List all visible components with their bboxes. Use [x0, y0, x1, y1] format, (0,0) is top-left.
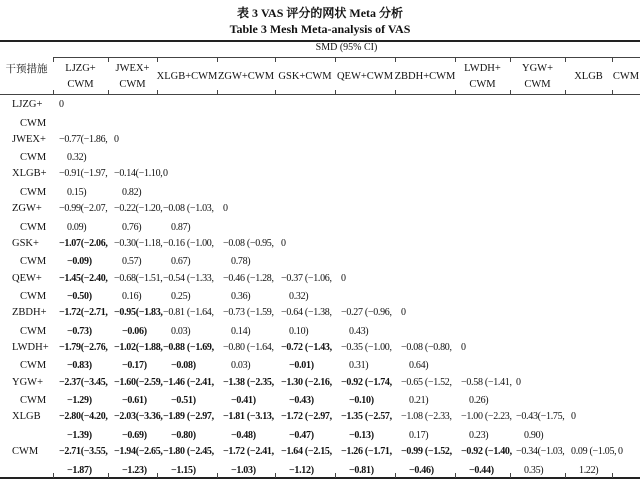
column-header: [108, 61, 157, 93]
column-header: [275, 61, 335, 93]
cell-ci-upper: 0.57): [122, 256, 142, 268]
table-cell: [401, 374, 452, 411]
cell-estimate: −0.99 (−1.52,: [401, 446, 452, 457]
cell-estimate: −1.64 (−2.15,: [281, 446, 332, 457]
cell-estimate: −1.08 (−2.33,: [401, 411, 452, 423]
column-header-text: [395, 69, 456, 85]
cell-estimate: −0.91(−1.97,: [59, 168, 108, 180]
cell-estimate: −0.08 (−0.80,: [401, 341, 452, 353]
row-header-line2: CWM: [20, 117, 47, 129]
cell-estimate: −0.72 (−1.43,: [281, 341, 332, 353]
table-cell: [59, 374, 108, 411]
cell-estimate: −0.95(−1.83,: [114, 307, 163, 319]
cell-ci-upper: −0.47): [289, 429, 314, 441]
cell-estimate: −0.16 (−1.00,: [163, 237, 214, 249]
cell-estimate: 0: [114, 133, 119, 145]
column-header-text: [337, 69, 393, 85]
cell-ci-upper: 0.03): [231, 360, 251, 372]
cell-ci-upper: −0.81): [349, 464, 374, 476]
cell-estimate: −1.02(−1.88,: [114, 341, 163, 353]
row-header-line1: QEW+: [12, 272, 42, 284]
column-header-line1: YGW+: [522, 63, 553, 74]
table-cell: [461, 339, 466, 358]
table-cell: [163, 200, 214, 237]
cell-estimate: −1.07(−2.06,: [59, 237, 108, 249]
table-cell: [223, 304, 274, 341]
column-header: [157, 61, 217, 93]
column-divider: [565, 473, 566, 478]
cell-estimate: −1.94(−2.65,: [114, 446, 163, 457]
column-header-text: [464, 61, 501, 93]
row-header-line1: CWM: [12, 446, 39, 457]
cell-ci-upper: 0.14): [231, 325, 251, 337]
cell-ci-upper: 0.78): [231, 256, 251, 268]
cell-estimate: −1.89 (−2.97,: [163, 411, 214, 423]
table-cell: [163, 270, 214, 307]
table-cell: [341, 339, 392, 376]
table-cell: [163, 374, 214, 411]
column-header: [53, 61, 108, 93]
table-cell: [114, 165, 163, 202]
column-header-text: [218, 69, 274, 85]
row-header-line2: CWM: [20, 395, 47, 407]
cell-estimate: −1.79(−2.76,: [59, 341, 108, 353]
table-cell: [341, 374, 392, 411]
table-cell: [114, 408, 163, 445]
cell-ci-upper: −0.10): [349, 395, 374, 407]
cell-estimate: −1.35 (−2.57,: [341, 411, 392, 423]
cell-ci-upper: 1.22): [579, 464, 599, 476]
row-header: [12, 235, 46, 272]
cell-ci-upper: −0.08): [171, 360, 196, 372]
column-header-line1: ZBDH+CWM: [394, 71, 456, 82]
row-header-line2: CWM: [20, 186, 47, 198]
cell-ci-upper: 0.16): [122, 291, 142, 303]
cell-ci-upper: 0.90): [524, 429, 544, 441]
cell-estimate: 0: [461, 341, 466, 353]
cell-ci-upper: 0.21): [409, 395, 429, 407]
cell-estimate: −0.54 (−1.33,: [163, 272, 214, 284]
table-cell: [59, 443, 108, 480]
cell-estimate: −2.37(−3.45,: [59, 376, 108, 388]
cell-ci-upper: −1.15): [171, 464, 196, 476]
table-cell: [401, 408, 452, 445]
table-cell: [59, 339, 108, 376]
table-cell: [618, 443, 623, 462]
column-header-text: [65, 61, 95, 93]
cell-estimate: −0.35 (−1.00,: [341, 341, 392, 353]
cell-ci-upper: −0.48): [231, 429, 256, 441]
cell-ci-upper: −0.80): [171, 429, 196, 441]
row-header: [12, 200, 46, 237]
cell-ci-upper: −0.61): [122, 395, 147, 407]
cell-estimate: −0.08 (−0.95,: [223, 237, 274, 249]
table-cell: [223, 374, 274, 411]
table-cell: [163, 304, 214, 341]
column-divider: [455, 473, 456, 478]
cell-estimate: −0.27 (−0.96,: [341, 307, 392, 319]
row-header-line2: CWM: [20, 325, 47, 337]
header-bottom-rule: [0, 94, 640, 95]
cell-estimate: −1.00 (−2.23,: [461, 411, 512, 423]
cell-ci-upper: −1.29): [67, 395, 92, 407]
column-header-line2: CWM: [524, 79, 551, 90]
row-header: [12, 165, 47, 202]
table-cell: [516, 374, 521, 393]
cell-estimate: −0.99(−2.07,: [59, 203, 108, 215]
table-cell: [223, 235, 274, 272]
cell-ci-upper: −0.06): [122, 325, 147, 337]
cell-ci-upper: −0.17): [122, 360, 147, 372]
column-header: [335, 61, 395, 93]
table-cell: [223, 200, 228, 219]
cell-ci-upper: −1.23): [122, 464, 147, 476]
column-header-text: [157, 69, 218, 85]
cell-ci-upper: 0.87): [171, 221, 191, 233]
row-header-line2: CWM: [20, 291, 47, 303]
row-header-line1: ZGW+: [12, 203, 42, 215]
cell-ci-upper: 0.26): [469, 395, 489, 407]
table-cell: [163, 235, 214, 272]
table-cell: [281, 443, 332, 480]
cell-estimate: 0: [341, 272, 346, 284]
table-cell: [571, 443, 616, 480]
caption-en: Table 3 Mesh Meta-analysis of VAS: [229, 22, 411, 36]
table-cell: [59, 96, 64, 115]
cell-estimate: −1.38 (−2.35,: [223, 376, 274, 388]
table-cell: [341, 304, 392, 341]
cell-estimate: 0.09 (−1.05,: [571, 446, 617, 457]
cell-ci-upper: 0.36): [231, 291, 251, 303]
table-cell: [341, 408, 392, 445]
table-cell: [114, 339, 163, 376]
cell-ci-upper: 0.15): [67, 186, 87, 198]
table-cell: [163, 339, 214, 376]
cell-estimate: −0.64 (−1.38,: [281, 307, 332, 319]
column-header-text: [522, 61, 553, 93]
cell-estimate: −1.45(−2.40,: [59, 272, 108, 284]
column-header-line1: LWDH+: [464, 63, 501, 74]
cell-ci-upper: 0.76): [122, 221, 142, 233]
table-cell: [223, 408, 274, 445]
column-header-line2: CWM: [67, 79, 94, 90]
cell-ci-upper: −1.03): [231, 464, 256, 476]
cell-estimate: −1.26 (−1.71,: [341, 446, 392, 457]
column-header: [395, 61, 455, 93]
table-cell: [114, 131, 119, 150]
column-header: [455, 61, 510, 93]
cell-ci-upper: 0.32): [289, 291, 309, 303]
cell-estimate: 0: [59, 99, 64, 110]
row-header-line1: LWDH+: [12, 341, 49, 353]
cell-estimate: 0: [163, 168, 168, 180]
column-header: [565, 61, 612, 93]
cell-estimate: −0.88 (−1.69,: [163, 341, 214, 353]
caption-zh: 表 3 VAS 评分的网状 Meta 分析: [236, 6, 404, 20]
column-header: [510, 61, 565, 93]
table-cell: [223, 270, 274, 307]
row-header-line2: CWM: [20, 152, 47, 164]
table-cell: [59, 200, 108, 237]
column-header-line2: CWM: [119, 79, 146, 90]
cell-ci-upper: −0.43): [289, 395, 314, 407]
row-header-line2: CWM: [20, 256, 47, 268]
cell-estimate: 0: [223, 203, 228, 215]
table-cell: [571, 408, 576, 427]
table-cell: [114, 200, 163, 237]
cell-estimate: −1.46 (−2.41,: [163, 376, 214, 388]
cell-ci-upper: 0.67): [171, 256, 191, 268]
column-header-text: [613, 69, 639, 85]
cell-ci-upper: −1.87): [67, 464, 92, 476]
cell-estimate: −1.72 (−2.97,: [281, 411, 332, 423]
cell-ci-upper: 0.64): [409, 360, 429, 372]
table-cell: [281, 304, 332, 341]
column-divider: [275, 473, 276, 478]
cell-ci-upper: −0.44): [469, 464, 494, 476]
cell-ci-upper: −0.41): [231, 395, 256, 407]
cell-ci-upper: 0.17): [409, 429, 429, 441]
row-header-line1: XLGB: [12, 411, 41, 423]
cell-ci-upper: −1.12): [289, 464, 314, 476]
table-cell: [59, 270, 108, 307]
table-cell: [281, 408, 332, 445]
row-header-line1: XLGB+: [12, 168, 47, 180]
table-cell: [163, 408, 214, 445]
cell-estimate: −1.72(−2.71,: [59, 307, 108, 319]
cell-estimate: −0.14(−1.10,: [114, 168, 163, 180]
row-header: [12, 374, 46, 411]
cell-ci-upper: 0.25): [171, 291, 191, 303]
cell-ci-upper: 0.03): [171, 325, 191, 337]
column-divider: [53, 473, 54, 478]
cell-estimate: −0.37 (−1.06,: [281, 272, 332, 284]
row-header: [12, 131, 46, 168]
cell-estimate: −0.46 (−1.28,: [223, 272, 274, 284]
column-header-line1: CWM: [612, 71, 640, 82]
row-header: [12, 339, 49, 376]
column-header-line1: ZGW+CWM: [217, 71, 275, 82]
table-cell: [281, 270, 332, 307]
cell-estimate: 0: [571, 411, 576, 423]
table-cell: [163, 443, 214, 480]
cell-estimate: −0.68(−1.51,: [114, 272, 163, 284]
table-cell: [401, 339, 452, 376]
table-cell: [341, 270, 346, 289]
cell-estimate: 0: [401, 307, 406, 319]
cell-ci-upper: 0.23): [469, 429, 489, 441]
cell-ci-upper: −0.83): [67, 360, 92, 372]
cell-estimate: −1.60(−2.59,: [114, 376, 163, 388]
table-cell: [516, 443, 565, 480]
cell-estimate: −2.71(−3.55,: [59, 446, 108, 457]
row-header: [12, 270, 46, 307]
cell-estimate: −0.08 (−1.03,: [163, 203, 214, 215]
cell-estimate: 0: [516, 376, 521, 388]
cell-ci-upper: 0.32): [67, 152, 87, 164]
cell-ci-upper: 0.10): [289, 325, 309, 337]
cell-ci-upper: 0.35): [524, 464, 544, 476]
row-header-line2: CWM: [20, 360, 47, 372]
column-header-line1: QEW+CWM: [336, 71, 394, 82]
cell-estimate: −1.30 (−2.16,: [281, 376, 332, 388]
row-header-label: 干预措施: [5, 63, 48, 75]
table-cell: [281, 235, 286, 254]
row-header-line1: GSK+: [12, 237, 39, 249]
row-header: [12, 408, 41, 427]
cell-ci-upper: 0.31): [349, 360, 369, 372]
column-header: [217, 61, 275, 93]
table-cell: [401, 304, 406, 323]
column-divider: [108, 473, 109, 478]
cell-ci-upper: −0.13): [349, 429, 374, 441]
cell-ci-upper: −0.01): [289, 360, 314, 372]
table-cell: [401, 443, 452, 480]
cell-estimate: −0.92 (−1.40,: [461, 446, 512, 457]
cell-ci-upper: −0.46): [409, 464, 434, 476]
cell-ci-upper: 0.09): [67, 221, 87, 233]
cell-estimate: −0.73 (−1.59,: [223, 307, 274, 319]
row-header: [12, 96, 46, 133]
column-header-text: [116, 61, 150, 93]
table-cell: [461, 374, 512, 411]
table-cell: [223, 443, 274, 480]
cell-ci-upper: −1.39): [67, 429, 92, 441]
table-cell: [163, 165, 168, 184]
row-header: [12, 304, 47, 341]
cell-estimate: −1.80 (−2.45,: [163, 446, 214, 457]
table-cell: [223, 339, 274, 376]
row-header-line1: LJZG+: [12, 99, 43, 110]
table-cell: [59, 131, 108, 168]
cell-estimate: −0.22(−1.20,: [114, 203, 163, 215]
column-divider: [395, 473, 396, 478]
cell-ci-upper: −0.73): [67, 325, 92, 337]
table-cell: [341, 443, 392, 480]
smd-underline: [53, 57, 640, 58]
column-header: [612, 61, 640, 93]
row-header-line2: CWM: [20, 221, 47, 233]
column-header-text: [574, 69, 603, 85]
table-cell: [114, 304, 163, 341]
row-header: [12, 443, 38, 462]
cell-estimate: −2.80(−4.20,: [59, 411, 108, 423]
table-cell: [114, 443, 163, 480]
cell-estimate: −0.34(−1.03,: [516, 446, 565, 457]
cell-ci-upper: 0.82): [122, 186, 142, 198]
row-header-line1: YGW+: [12, 376, 43, 388]
column-header-line1: LJZG+: [65, 63, 96, 74]
cell-ci-upper: −0.51): [171, 395, 196, 407]
cell-ci-upper: −0.09): [67, 256, 92, 268]
cell-estimate: −1.81 (−3.13,: [223, 411, 274, 423]
table-cell: [461, 443, 512, 480]
cell-estimate: −0.80 (−1.64,: [223, 341, 274, 353]
column-header-line1: GSK+CWM: [278, 71, 332, 82]
row-header-line1: ZBDH+: [12, 307, 47, 319]
cell-estimate: −0.81 (−1.64,: [163, 307, 214, 319]
table-cell: [281, 339, 332, 376]
cell-estimate: −2.03(−3.36,: [114, 411, 163, 423]
smd-group-header: SMD (95% CI): [315, 42, 378, 53]
column-header-text: [278, 69, 331, 85]
column-header-line1: XLGB+CWM: [156, 71, 218, 82]
column-divider: [335, 473, 336, 478]
table-cell: [281, 374, 332, 411]
table-cell: [59, 408, 108, 445]
cell-estimate: −0.77(−1.86,: [59, 133, 108, 145]
cell-estimate: 0: [281, 237, 286, 249]
cell-ci-upper: 0.43): [349, 325, 369, 337]
column-divider: [217, 473, 218, 478]
cell-estimate: −0.43(−1.75,: [516, 411, 565, 423]
cell-ci-upper: −0.69): [122, 429, 147, 441]
table-cell: [516, 408, 565, 445]
table-cell: [59, 304, 108, 341]
table-cell: [114, 374, 163, 411]
cell-estimate: −0.92 (−1.74,: [341, 376, 392, 388]
table-cell: [461, 408, 512, 445]
row-header-line1: JWEX+: [12, 133, 46, 145]
column-header-line2: CWM: [469, 79, 496, 90]
cell-ci-upper: −0.50): [67, 291, 92, 303]
column-header-line1: XLGB: [574, 71, 603, 82]
cell-estimate: 0: [618, 446, 623, 457]
cell-estimate: −0.58 (−1.41,: [461, 376, 512, 388]
cell-estimate: −0.65 (−1.52,: [401, 376, 452, 388]
cell-estimate: −1.72 (−2.41,: [223, 446, 274, 457]
table-cell: [114, 235, 163, 272]
column-header-line1: JWEX+: [115, 63, 150, 74]
table-cell: [114, 270, 163, 307]
cell-estimate: −0.30(−1.18,: [114, 237, 163, 249]
table-cell: [59, 235, 108, 272]
table-cell: [59, 165, 108, 202]
